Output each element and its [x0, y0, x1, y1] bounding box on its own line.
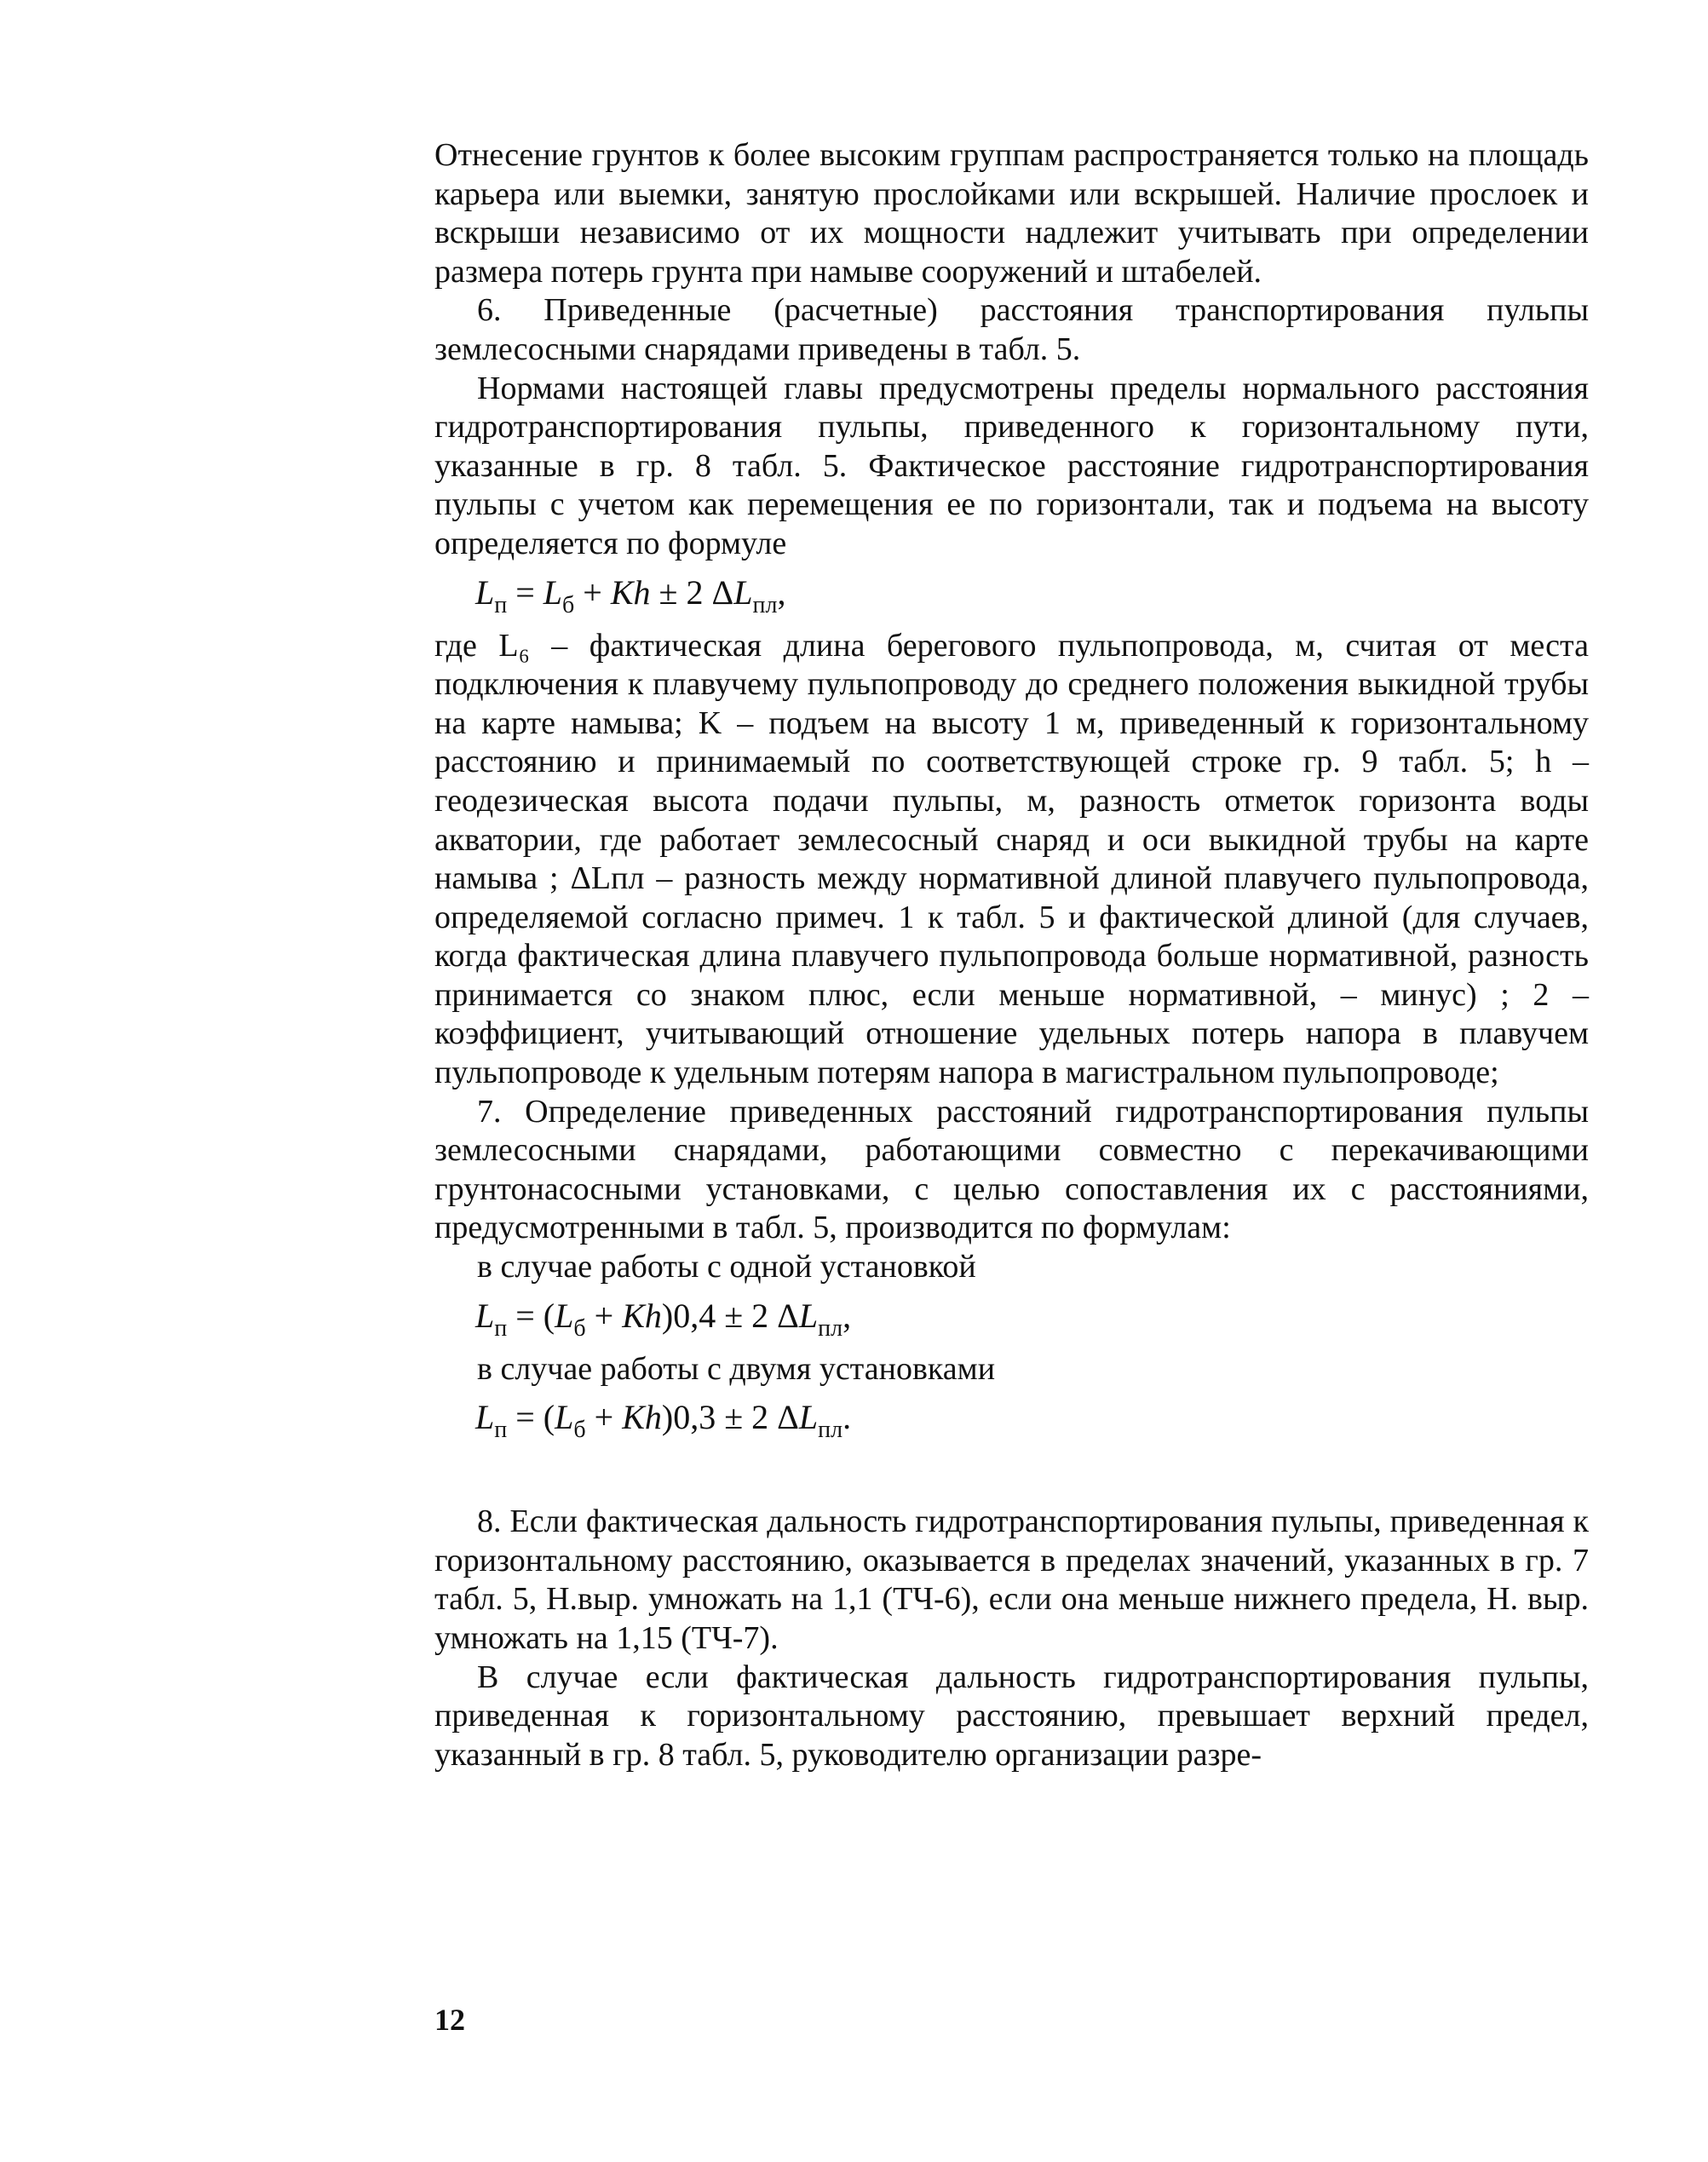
paragraph-last: В случае если фактическая дальность гидротранспортирования пульпы, приведенная к горизонтальному расстоянию, превышает верхний предел, указанный в гр. 8 табл. 5, руководителю организации разре-: [434, 1659, 1589, 1773]
paragraph-6: 6. Приведенные (расчетные) расстояния транспортирования пульпы землесосными снарядами приведены в табл. 5.: [434, 292, 1589, 367]
paragraph-7: 7. Определение приведенных расстояний гидротранспортирования пульпы землесосными снарядами, работающими совместно с перекачивающими грунтонасосными установками, с целью сопоставления их с расстояниями, предусмотренными в табл. 5, производится по формулам:: [434, 1093, 1589, 1246]
spacer: [434, 1452, 1589, 1503]
paragraph-8: 8. Если фактическая дальность гидротранспортирования пульпы, приведенная к горизонтальному расстоянию, оказывается в пределах значений, указанных в гр. 7 табл. 5, Н.выр. умножать на 1,1 (ТЧ-6), если она меньше нижнего предела, Н. выр. умножать на 1,15 (ТЧ-7).: [434, 1504, 1589, 1656]
case-two-units: в случае работы с двумя установками: [477, 1350, 996, 1387]
formula-3: $L_п = (L_б + Kh)0,3 \pm 2$ $\Delta L_{пл}$.: [475, 1398, 852, 1444]
formula-2: $L_п = (L_б + Kh)0,4 \pm 2$ $\Delta L_{пл}$,: [475, 1296, 852, 1342]
page-number: 12: [434, 2003, 465, 2037]
paragraph-norms: Нормами настоящей главы предусмотрены пределы нормального расстояния гидротранспортирования пульпы, приведенного к горизонтальному пути, указанные в гр. 8 табл. 5. Фактическое расстояние гидротранспортирования пульпы с учетом как перемещения ее по горизонтали, так и подъема на высоту определяется по формуле: [434, 370, 1589, 561]
paragraph-1: Отнесение грунтов к более высоким группам распространяется только на площадь карьера или выемки, занятую прослойками или вскрышей. Наличие прослоек и вскрыши независимо от их мощности надлежит учитывать при определении размера потерь грунта при намыве сооружений и штабелей.: [434, 137, 1589, 290]
case-one-unit: в случае работы с одной установкой: [477, 1249, 976, 1285]
document-page: [434, 136, 1589, 1774]
formula-1: $L_п = L_б + Kh \pm 2$ $\Delta L_{пл}$,: [475, 572, 786, 618]
paragraph-definitions: где L₆ – фактическая длина берегового пульпопровода, м, считая от места подключения к плавучему пульпопроводу до среднего положения выкидной трубы на карте намыва; K – подъем на высоту 1 м, приведенный к горизонтальному расстоянию и принимаемый по соответствующей строке гр. 9 табл. 5; h – геодезическая высота подачи пульпы, м, разность отметок горизонта воды акватории, где работает землесосный снаряд и оси выкидной трубы на карте намыва ; ΔLпл – разность между нормативной длиной плавучего пульпопровода, определяемой согласно примеч. 1 к табл. 5 и фактической длиной (для случаев, когда фактическая длина плавучего пульпопровода больше нормативной, разность принимается со знаком плюс, если меньше нормативной, – минус) ; 2 – коэффициент, учитывающий отношение удельных потерь напора в плавучем пульпопроводе к удельным потерям напора в магистральном пульпопроводе;: [434, 627, 1589, 1091]
